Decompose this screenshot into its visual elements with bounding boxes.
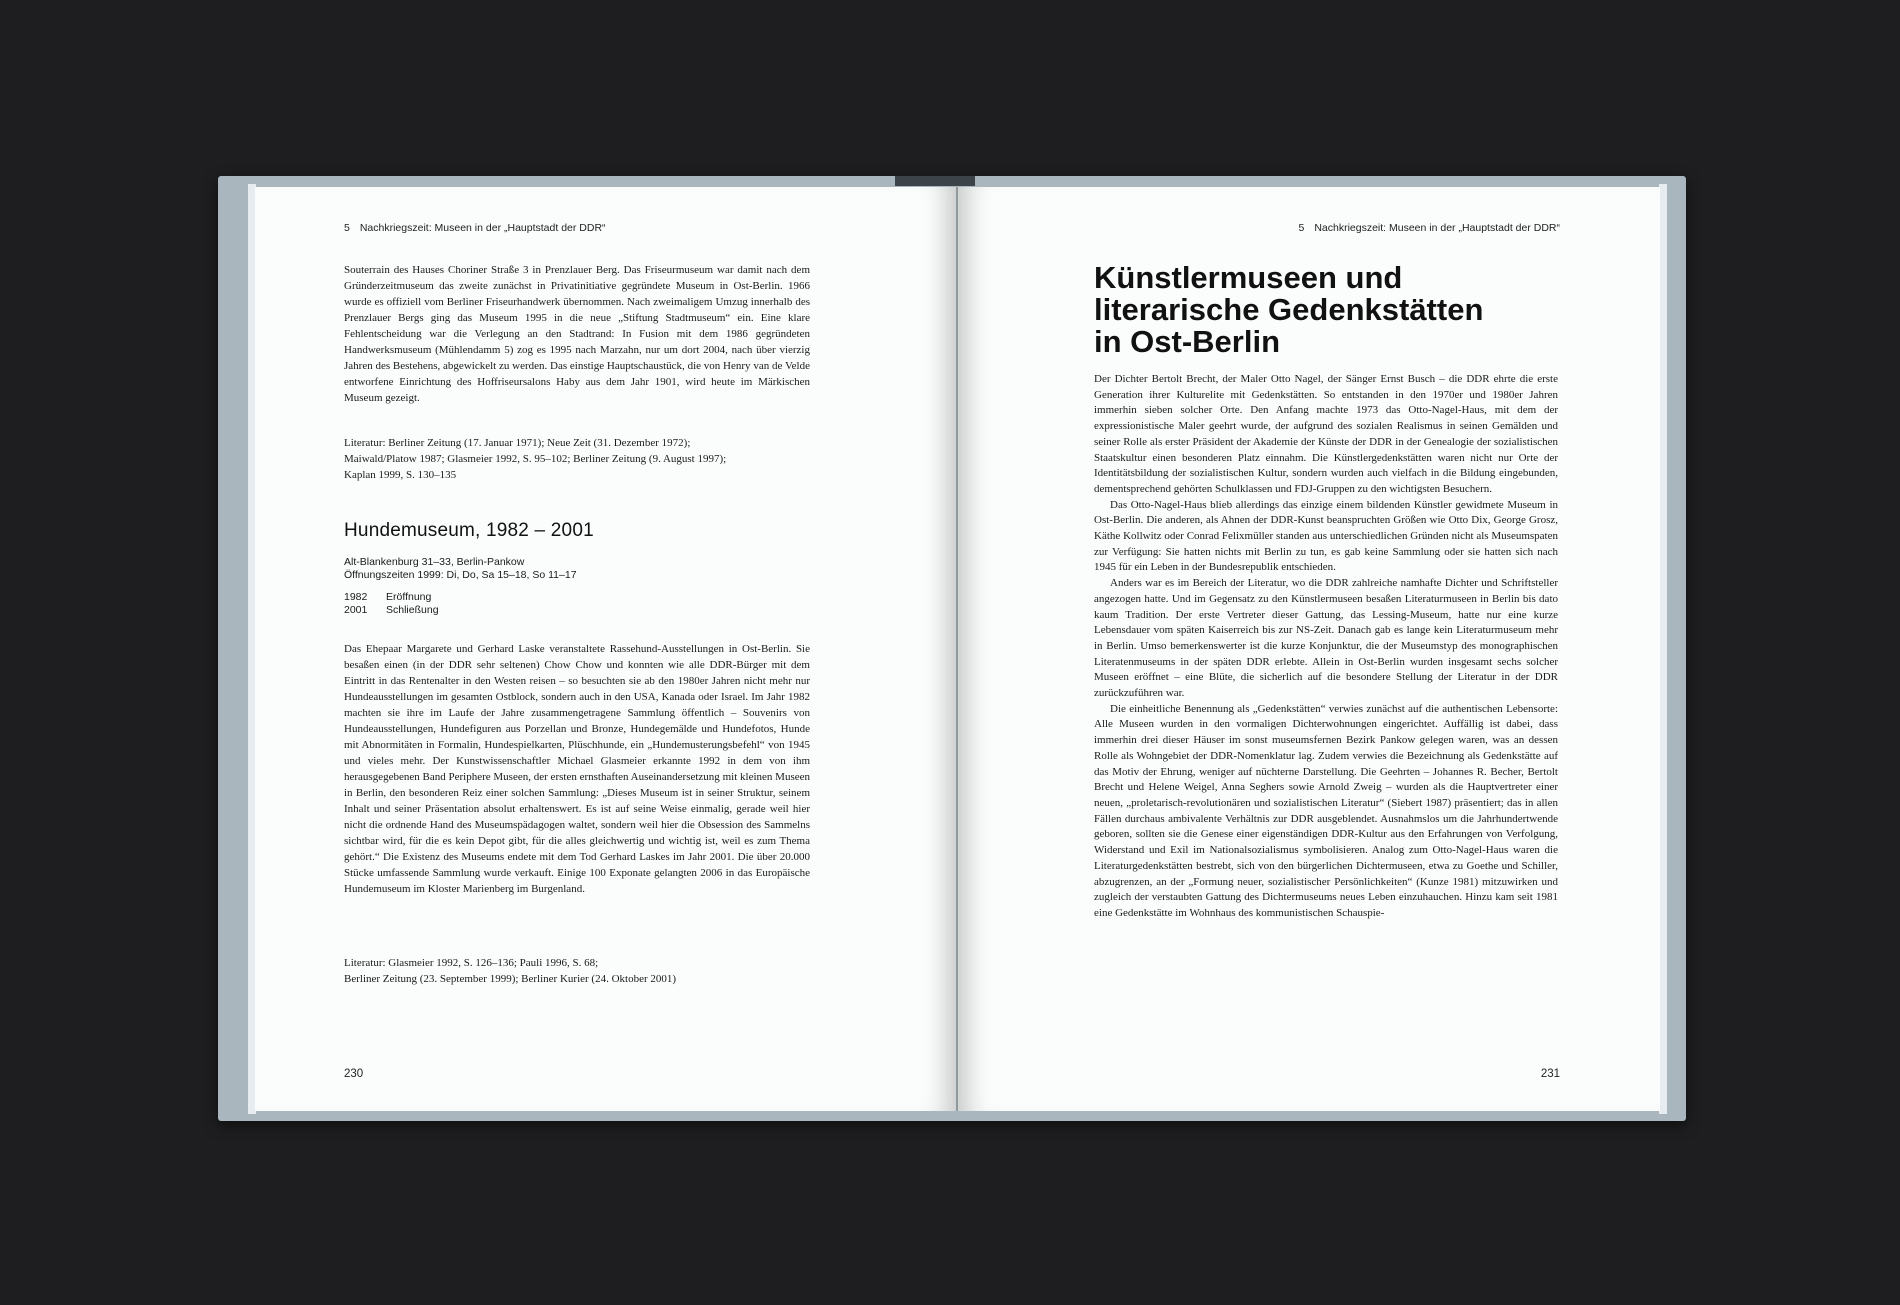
running-head-chapter-number: 5 bbox=[344, 222, 350, 234]
running-head-title: Nachkriegszeit: Museen in der „Hauptstadt der DDR“ bbox=[359, 222, 606, 234]
chronology-year: 2001 bbox=[344, 604, 368, 616]
continuation-paragraph: Souterrain des Hauses Choriner Straße 3 in Prenzlauer Berg. Das Friseurmuseum war damit nach dem Gründerzeitmuseum das zweite zunächst in Privatinitiative gegründete Museum in Ost-Berlin. 1966 wurde es offiziell vom Berliner Friseurhandwerk übernommen. Nach zweimaligem Umzug innerhalb des Prenzlauer Bergs ging das Museum 1995 in die neue „Stiftung Stadtmuseum“ ein. Eine klare Fehlentscheidung war die Verlegung an den Stadtrand: In Fusion mit dem 1986 gegründeten Handwerksmuseum (Mühlendamm 5) zog es 1995 nach Marzahn, nur um dort 2004, nach über vierzig Jahren des Bestehens, abgewickelt zu werden. Das einstige Hauptschaustück, die von Henry van de Velde entworfene Einrichtung des Hoffriseursalons Haby aus dem Jahr 1901, wird heute im Märkischen Museum gezeigt. bbox=[344, 264, 810, 404]
literature-line: Maiwald/Platow 1987; Glasmeier 1992, S. 95–102; Berliner Zeitung (9. August 1997); bbox=[344, 453, 727, 465]
museum-info bbox=[344, 556, 577, 582]
literature-list-friseurmuseum bbox=[344, 435, 824, 483]
chronology-event: Eröffnung bbox=[386, 591, 432, 603]
page-number-left: 230 bbox=[344, 1068, 364, 1080]
chronology-event: Schließung bbox=[386, 604, 439, 616]
opening-hours: Öffnungszeiten 1999: Di, Do, Sa 15–18, So 11–17 bbox=[344, 569, 577, 581]
entry-heading: Hundemuseum, 1982 – 2001 bbox=[344, 520, 594, 541]
chronology-year: 1982 bbox=[344, 591, 368, 603]
chapter-title bbox=[1094, 262, 1483, 358]
running-head-right bbox=[1298, 222, 1560, 234]
chapter-body bbox=[1094, 372, 1558, 922]
entry-paragraph: Das Ehepaar Margarete und Gerhard Laske veranstaltete Rassehund-Ausstellungen in Ost-Berlin. Sie besaßen einen (in der DDR sehr seltenen) Chow Chow und konnten wie alle DDR-Bürger mit dem Eintritt in das Rentenalter in den Westen reisen – so besuchten sie ab den 1980er Jahren nicht mehr nur Hundeausstellungen im gesamten Ostblock, sondern auch in den USA, Kanada oder Israel. Im Jahr 1982 machten sie ihre im Laufe der Jahre zusammengetragene Sammlung öffentlich – Souvenirs von Hundeausstellungen, Hundefiguren aus Porzellan und Bronze, Hundegemälde und Hundefotos, Hunde mit Abnormitäten in Formalin, Hundespielkarten, Plüschhunde, ein „Hundemusterungsbefehl“ von 1945 und vieles mehr. Der Kunstwissenschaftler Michael Glasmeier erkannte 1992 in dem von ihm herausgegebenen Band Periphere Museen, der ersten ernsthaften Auseinandersetzung mit kleinen Museen in Berlin, den besonderen Reiz einer solchen Sammlung: „Dieses Museum ist in seiner Struktur, seinem Inhalt und seiner Präsentation absolut erhaltenswert. Es ist auf seine Weise einmalig, gerade weil hier nicht die ordnende Hand des Museumspädagogen waltet, sondern weil hier die Obsession des Sammelns sichtbar wird, für die es kein Depot gibt, für die alles gleichwertig und wichtig ist, weil es zum Thema gehört.“ Die Existenz des Museums endete mit dem Tod Gerhard Laskes im Jahr 2001. Die über 20.000 Stücke umfassende Sammlung wurde verkauft. Einige 100 Exponate gelangten 2006 in das Europäische Hundemuseum im Kloster Marienberg im Burgenland. bbox=[344, 643, 810, 895]
chronology-list bbox=[344, 591, 439, 617]
museum-address: Alt-Blankenburg 31–33, Berlin-Pankow bbox=[344, 556, 525, 568]
book-gutter bbox=[956, 187, 958, 1111]
running-head-title: Nachkriegszeit: Museen in der „Hauptstadt der DDR“ bbox=[1314, 222, 1560, 234]
page-number-right: 231 bbox=[1540, 1068, 1560, 1080]
chapter-paragraph: Anders war es im Bereich der Literatur, wo die DDR zahlreiche namhafte Dichter und Schriftsteller angezogen hatte. Und im Gegensatz zu den Künstlermuseen besaßen Literaturmuseen in Berlin bis dato kaum Tradition. Der erste Vertreter dieser Gattung, das Lessing-Museum, hatte nur eine kurze Lebensdauer vom späten Kaiserreich bis zur NS-Zeit. Danach gab es lange kein Literaturmuseum mehr in Berlin. Umso bemerkenswerter ist die kurze Konjunktur, die der Museumstyp des monographischen Literatenmuseums in der späten DDR erlebte. Allein in Ost-Berlin wurden insgesamt sechs solcher Museen eröffnet – eine Blüte, die sicherlich auf die besondere Stellung der Literatur in der DDR zurückzuführen war. bbox=[1094, 577, 1558, 700]
page-edges-right bbox=[1659, 184, 1667, 1114]
literature-line: Literatur: Berliner Zeitung (17. Januar 1971); Neue Zeit (31. Dezember 1972); bbox=[344, 437, 691, 449]
chronology-row bbox=[344, 591, 439, 604]
chapter-title-line: literarische Gedenkstätten bbox=[1094, 292, 1484, 327]
chronology-row bbox=[344, 604, 439, 617]
literature-line: Kaplan 1999, S. 130–135 bbox=[344, 469, 457, 481]
book-spine bbox=[895, 176, 975, 186]
chapter-title-line: in Ost-Berlin bbox=[1094, 324, 1281, 359]
chapter-title-line: Künstlermuseen und bbox=[1094, 260, 1403, 295]
literature-line: Literatur: Glasmeier 1992, S. 126–136; Pauli 1996, S. 68; bbox=[344, 957, 599, 969]
running-head-chapter-number: 5 bbox=[1298, 222, 1305, 234]
chapter-paragraph: Das Otto-Nagel-Haus blieb allerdings das einzige einem bildenden Künstler gewidmete Museum in Ost-Berlin. Die anderen, als Ahnen der DDR-Kunst beanspruchten Größen wie Otto Dix, George Grosz, Käthe Kollwitz oder Conrad Felixmüller standen aus unterschiedlichen Gründen nicht als Museumspaten zur Verfügung: Sie hatten nichts mit Berlin zu tun, es gab keine Sammlung oder sie hatten sich nach 1945 für ein Leben in der Bundesrepublik entschieden. bbox=[1094, 498, 1558, 574]
running-head-left bbox=[344, 222, 606, 234]
literature-line: Berliner Zeitung (23. September 1999); Berliner Kurier (24. Oktober 2001) bbox=[344, 973, 677, 985]
chapter-paragraph: Der Dichter Bertolt Brecht, der Maler Otto Nagel, der Sänger Ernst Busch – die DDR ehrte die erste Generation ihrer Kulturelite mit Gedenkstätten. So entstanden in den 1970er und 1980er Jahren immerhin sieben solcher Orte. Den Anfang machte 1973 das Otto-Nagel-Haus, mit dem der expressionistische Maler geehrt wurde, der aufgrund des sozialen Realismus in seinen Gemälden und seiner Rolle als erster Präsident der Akademie der Künste der DDR in der Genealogie der sozialistischen Staatskultur einen besonderen Platz einnahm. Die Künstlergedenkstätten waren nicht nur Orte der Identitätsbildung der sozialistischen Kultur, sondern wurden auch vielfach in die Bildung eingebunden, dementsprechend gehörten Schulklassen und FDJ-Gruppen zu den wichtigsten Besuchern. bbox=[1094, 373, 1558, 495]
literature-list-hundemuseum bbox=[344, 955, 824, 987]
chapter-paragraph: Die einheitliche Benennung als „Gedenkstätten“ verwies zunächst auf die authentischen Lebensorte: Alle Museen wurden in den vormaligen Dichterwohnungen eingerichtet. Auffällig ist dabei, dass immerhin drei dieser Häuser im sonst museumsfernen Bezirk Pankow gelegen waren, was an dessen Rolle als Wohngebiet der DDR-Nomenklatur lag. Zudem verwies die Bezeichnung als Gedenkstätte auf das Motiv der Ehrung, weniger auf nüchterne Darstellung. Die Geehrten – Johannes R. Becher, Bertolt Brecht und Helene Weigel, Anna Seghers sowie Arnold Zweig – wurden als die Hauptvertreter einer neuen, „proletarisch-revolutionären und sozialistischen Literatur“ (Siebert 1987) präsentiert; das in allen Fällen durchaus ambivalente Verhältnis zur DDR ausgeblendet. Ausnahmslos um die Jahrhundertwende geboren, sollten sie die Genese einer eigenständigen DDR-Kultur aus den Erfahrungen von Verfolgung, Widerstand und Exil im Nationalsozialismus symbolisieren. Analog zum Otto-Nagel-Haus waren die Literaturgedenkstätten bestrebt, sich von den bürgerlichen Dichtermuseen, etwa zu Goethe und Schiller, abzugrenzen, an der „Formung neuer, sozialistischer Persönlichkeiten“ (Kunze 1981) mitzuwirken und zugleich der verstaubten Gattung des Dichtermuseums neues Leben einzuhauchen. Hinzu kam seit 1981 eine Gedenkstätte im Wohnhaus des kommunistischen Schauspie- bbox=[1094, 702, 1558, 919]
